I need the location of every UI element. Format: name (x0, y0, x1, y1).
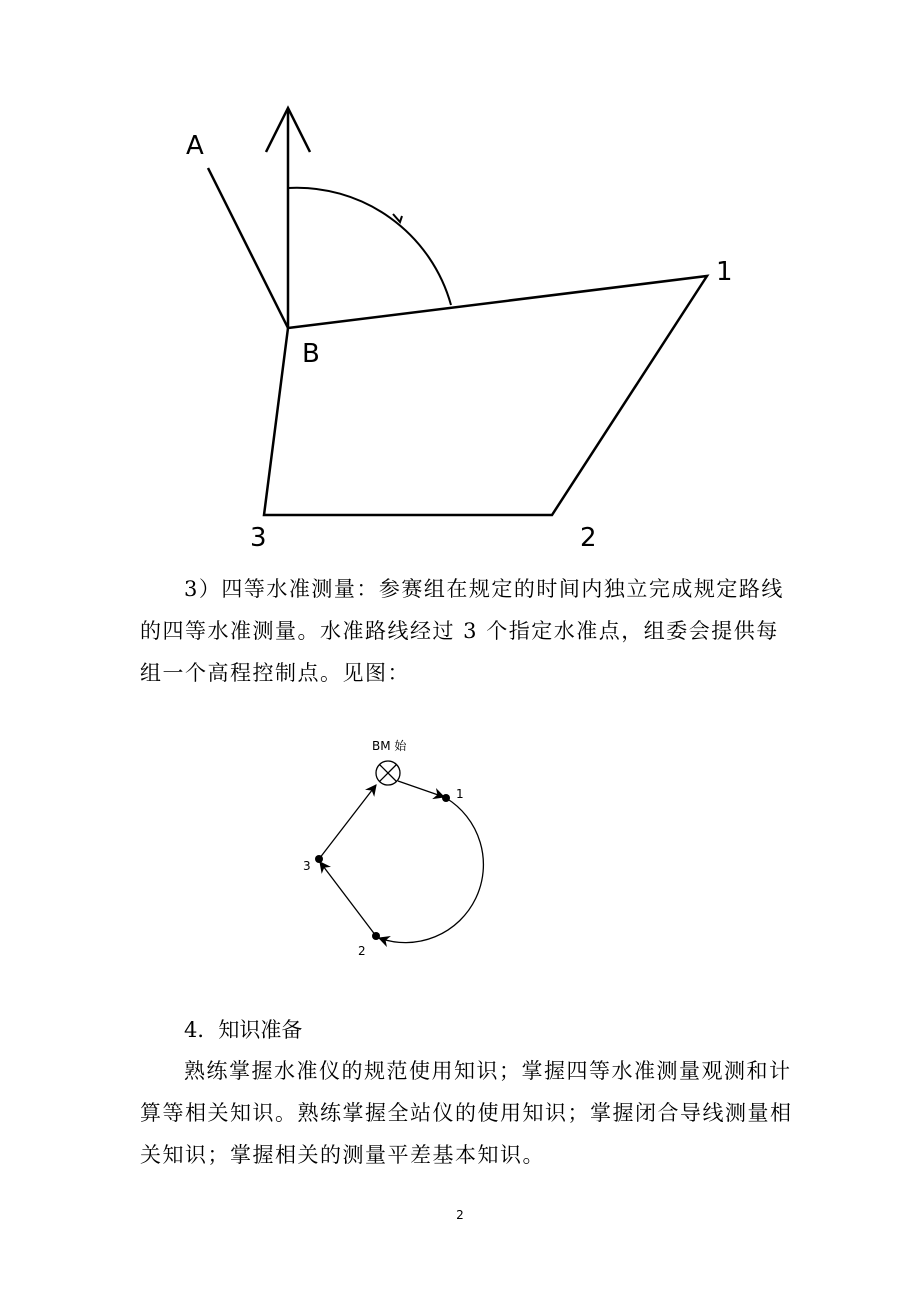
paragraph-knowledge (140, 1050, 800, 1176)
label-point-3: 3 (250, 523, 267, 553)
point-2-marker (372, 932, 380, 940)
label-point-3: 3 (303, 859, 311, 873)
line-b-a (208, 168, 288, 328)
label-point-2: 2 (358, 944, 366, 958)
label-point-2: 2 (580, 523, 597, 553)
page-number: 2 (456, 1208, 464, 1222)
label-a: A (186, 131, 204, 161)
route-3-bm (319, 785, 376, 859)
label-bm: BM 始 (372, 739, 407, 753)
label-b: B (302, 339, 320, 369)
section-heading: 4．知识准备 (184, 1018, 303, 1042)
paragraph-knowledge-text: 熟练掌握水准仪的规范使用知识；掌握四等水准测量观测和计算等相关知识。熟练掌握全站仪的使用知识；掌握闭合导线测量相关知识；掌握相关的测量平差基本知识。 (140, 1059, 793, 1167)
route-bm-1 (398, 781, 444, 797)
leveling-loop-diagram (0, 720, 920, 970)
route-1-2 (379, 798, 483, 943)
paragraph-leveling (140, 568, 800, 694)
azimuth-arc (288, 188, 451, 305)
traverse-diagram (0, 0, 920, 560)
label-point-1: 1 (716, 257, 733, 287)
paragraph-leveling-text: 3）四等水准测量：参赛组在规定的时间内独立完成规定路线的四等水准测量。水准路线经过 3 个指定水准点，组委会提供每组一个高程控制点。见图： (140, 577, 784, 685)
label-point-1: 1 (456, 787, 464, 801)
traverse-polygon (264, 276, 707, 515)
route-2-3 (320, 862, 376, 936)
point-1-marker (442, 794, 450, 802)
point-3-marker (315, 855, 323, 863)
